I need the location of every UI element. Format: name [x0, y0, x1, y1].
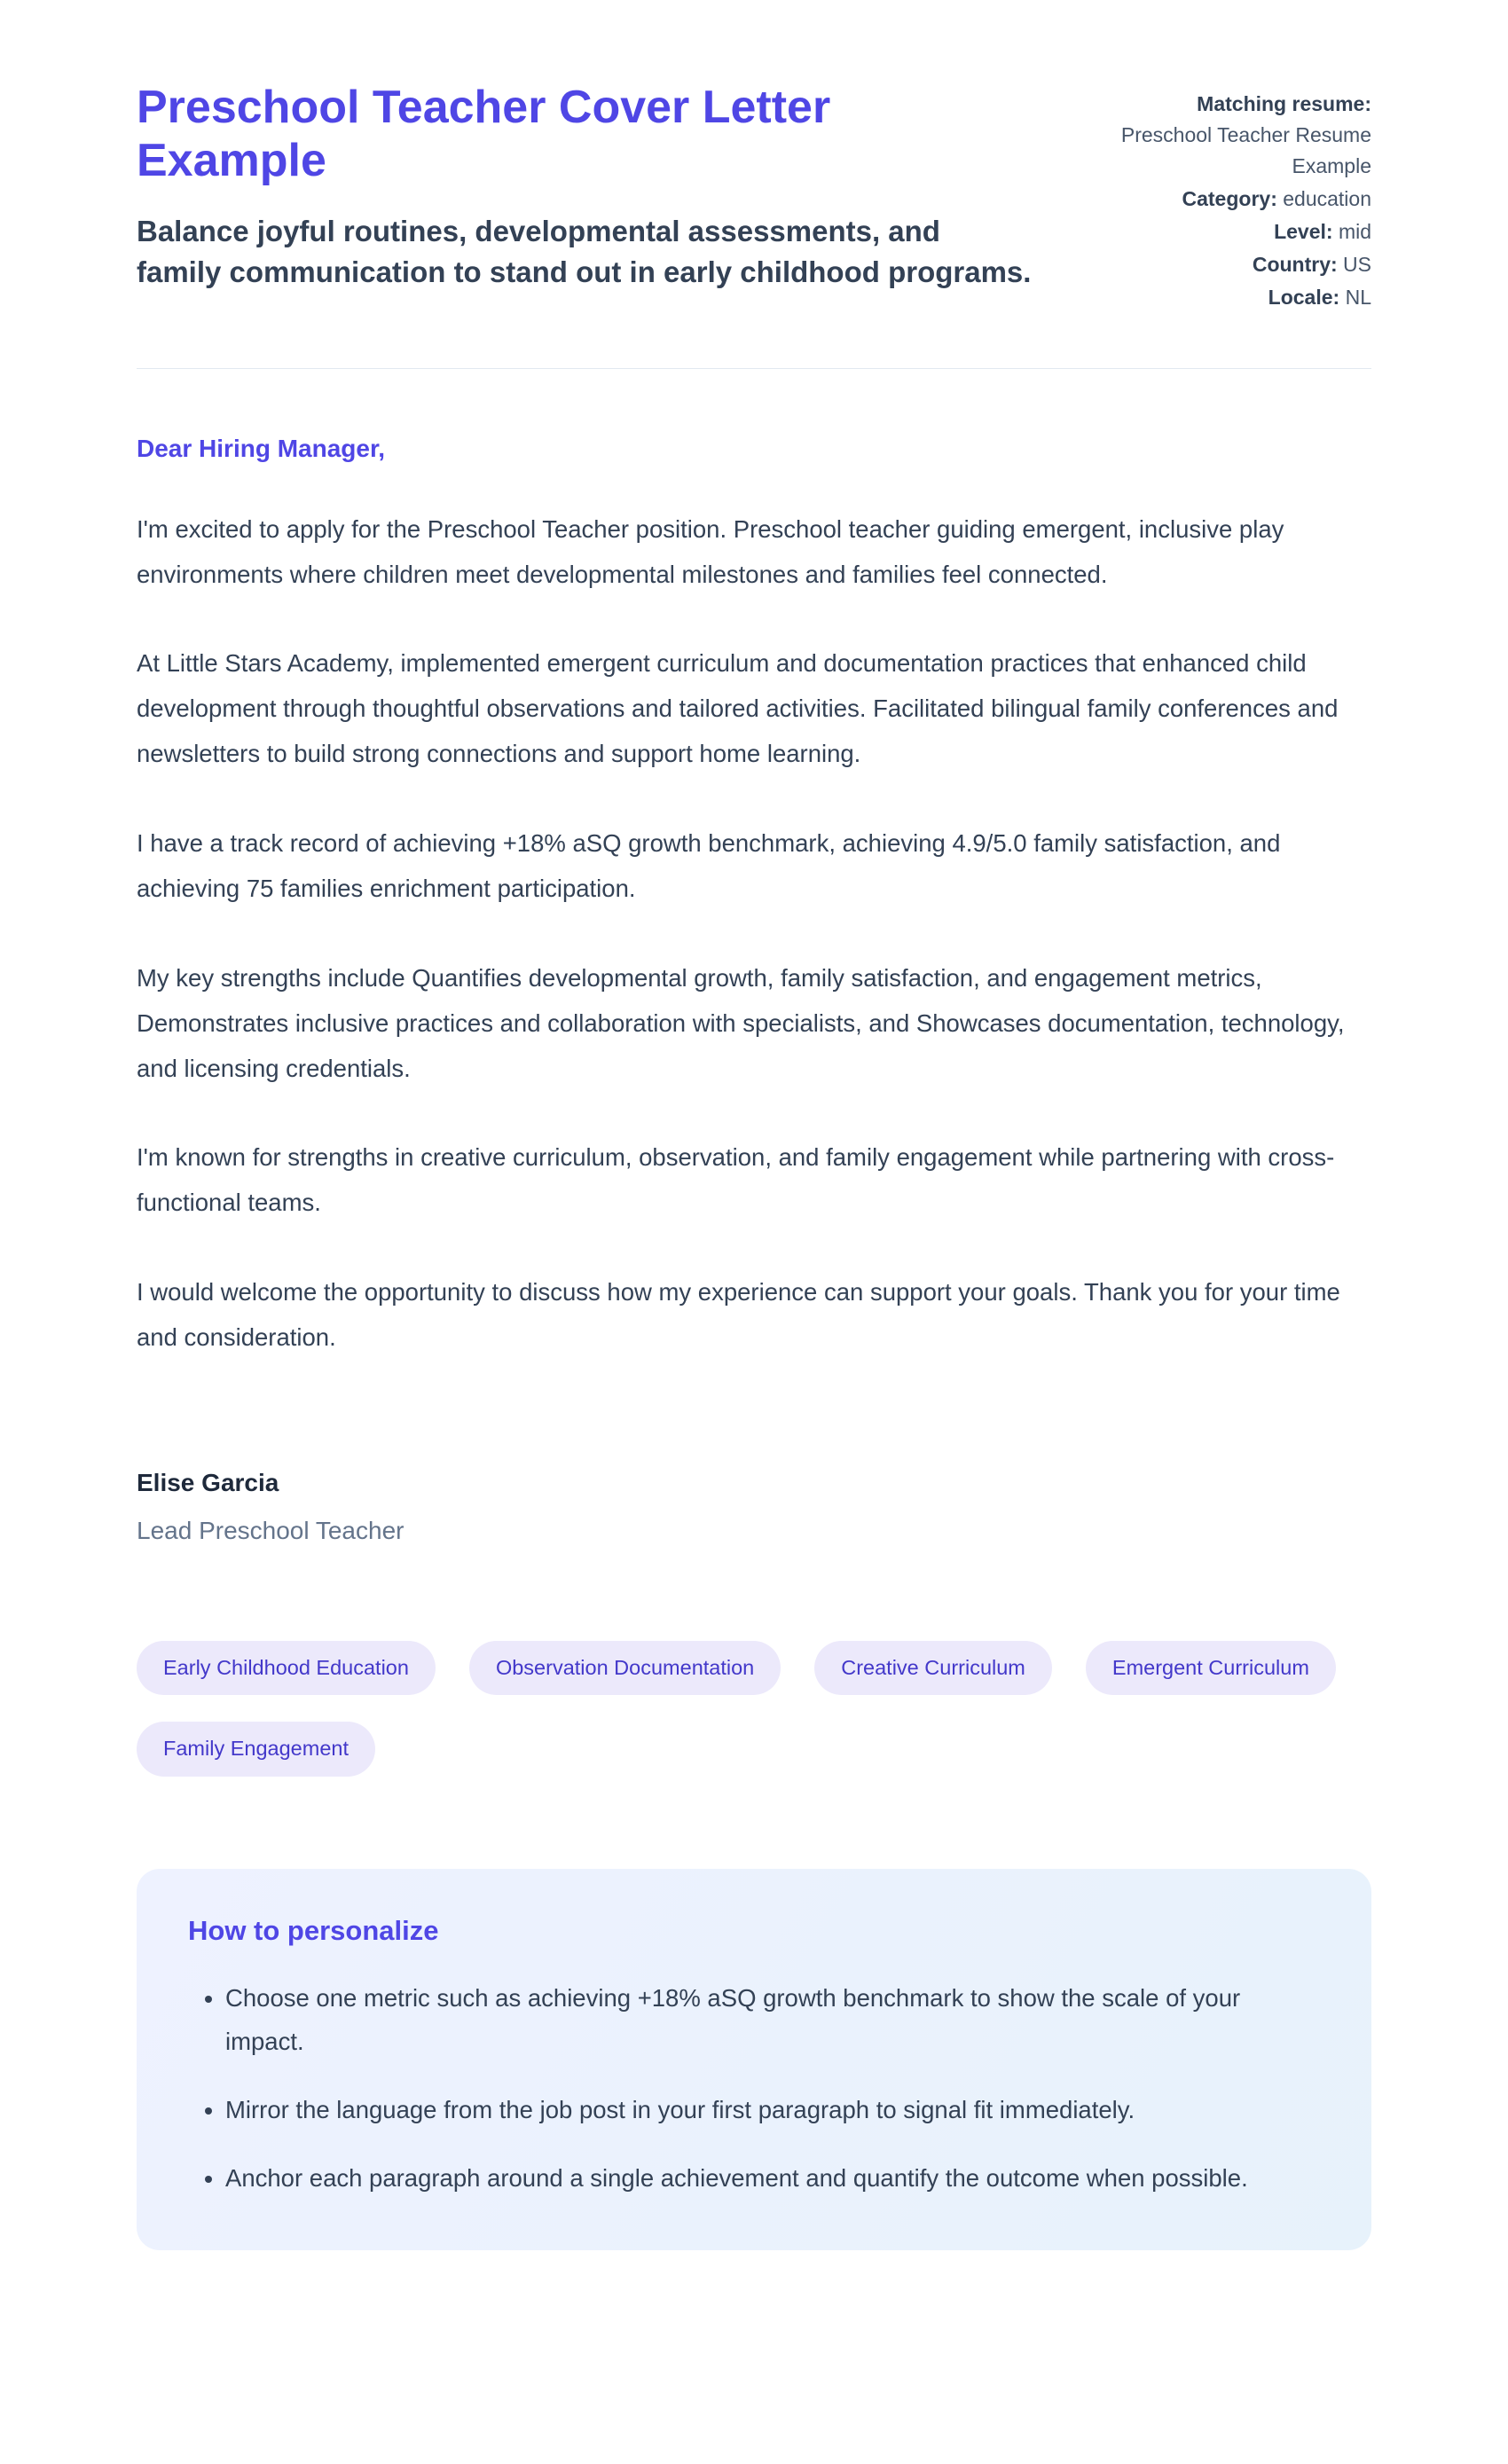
resume-meta [1088, 82, 1371, 315]
letter-paragraph-3: I have a track record of achieving +18% aSQ growth benchmark, achieving 4.9/5.0 family satisfaction, and achieving 75 families enrichment participation. [137, 829, 1281, 902]
letter-paragraph-4: My key strengths include Quantifies developmental growth, family satisfaction, and engagement metrics, Demonstrates inclusive practices and collaboration with specialists, and Showcases documentation, technology, and licensing credentials. [137, 963, 1345, 1082]
meta-value: education [1283, 186, 1371, 210]
signature-name: Elise Garcia [137, 1468, 279, 1496]
header-divider [137, 368, 1371, 369]
signature-block [137, 1469, 1371, 1545]
callout-list [174, 1977, 1320, 2201]
tag-list [137, 1641, 1371, 1777]
tag-creative-curriculum: Creative Curriculum [814, 1641, 1052, 1696]
meta-label: Country: [1252, 252, 1338, 276]
letter-paragraph-5: I'm known for strengths in creative curriculum, observation, and family engagement while partnering with cross-functional teams. [137, 1143, 1335, 1217]
signature-title: Lead Preschool Teacher [137, 1516, 404, 1544]
meta-label: Level: [1274, 219, 1333, 243]
meta-value: Preschool Teacher Resume Example [1120, 122, 1371, 177]
letter-paragraph-1: I'm excited to apply for the Preschool Teacher position. Preschool teacher guiding emergent, inclusive play environments where children meet developmental milestones and families feel connected. [137, 514, 1284, 588]
meta-value: mid [1338, 219, 1371, 243]
page-subtitle: Balance joyful routines, developmental assessments, and family communication to stand out in early childhood programs. [137, 214, 1032, 289]
salutation: Dear Hiring Manager, [137, 434, 386, 462]
meta-label: Matching resume: [1197, 92, 1371, 115]
meta-locale [1088, 282, 1371, 313]
header [137, 82, 1371, 315]
callout-item-2: • Mirror the language from the job post in your first paragraph to signal fit immediately. [225, 2089, 1320, 2132]
letter-paragraph-6: I would welcome the opportunity to discuss how my experience can support your goals. Thank you for your time and consideration. [137, 1278, 1340, 1352]
meta-label: Category: [1182, 186, 1277, 210]
callout-item-1: • Choose one metric such as achieving +18% aSQ growth benchmark to show the scale of your impact. [225, 1977, 1320, 2064]
meta-level [1088, 216, 1371, 247]
meta-category [1088, 184, 1371, 215]
tag-observation-documentation: Observation Documentation [469, 1641, 781, 1696]
callout-item-3: • Anchor each paragraph around a single achievement and quantify the outcome when possible. [225, 2157, 1320, 2201]
meta-value: NL [1345, 285, 1371, 309]
letter-body [137, 435, 1371, 1545]
meta-matching-resume [1088, 89, 1371, 182]
meta-label: Locale: [1268, 285, 1340, 309]
tag-emergent-curriculum: Emergent Curriculum [1086, 1641, 1336, 1696]
letter-paragraph-2: At Little Stars Academy, implemented emergent curriculum and documentation practices that enhanced child development through thoughtful observations and tailored activities. Facilitated bilingual family conferences and newsletters to build strong connections and support home learning. [137, 649, 1339, 768]
page-title: Preschool Teacher Cover Letter Example [137, 82, 831, 186]
tag-early-childhood-education: Early Childhood Education [137, 1641, 436, 1696]
header-title-block [137, 82, 1033, 294]
meta-country [1088, 249, 1371, 280]
meta-value: US [1343, 252, 1371, 276]
tag-family-engagement: Family Engagement [137, 1722, 375, 1777]
callout-title: How to personalize [188, 1914, 439, 1946]
personalize-callout [137, 1869, 1371, 2250]
